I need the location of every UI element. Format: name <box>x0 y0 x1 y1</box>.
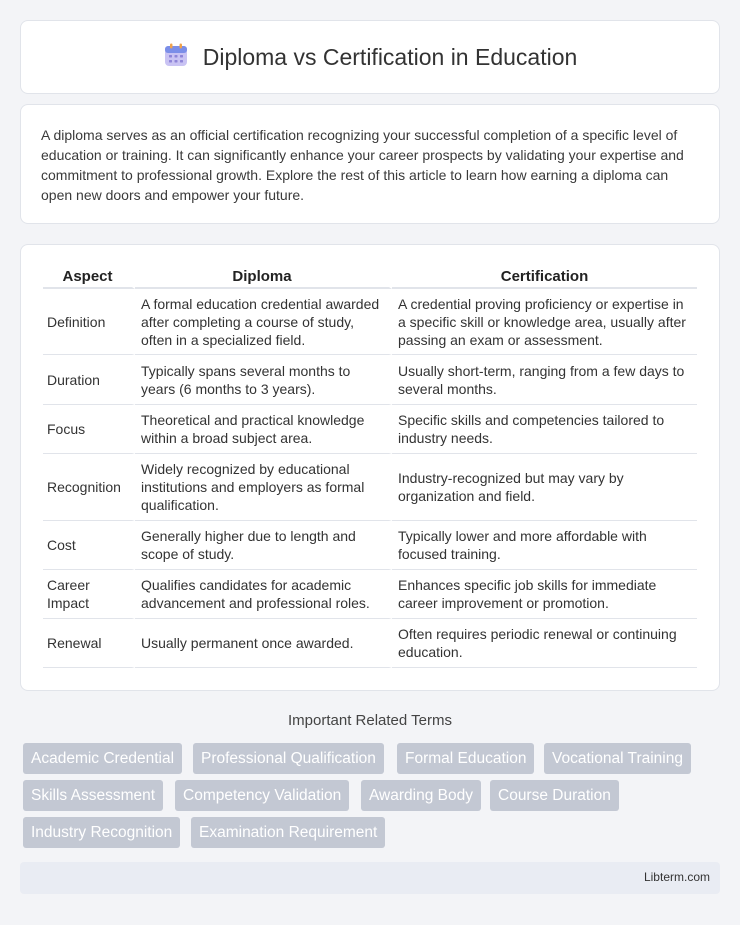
page-title: Diploma vs Certification in Education <box>202 43 578 70</box>
intro-text: A diploma serves as an official certification recognizing your successful completion of a specific level of education or training. It can significantly enhance your career prospects by validating your expertise and commitment to professional growth. Explore the rest of this article to learn how earning a diploma can open new doors and empower your future. <box>41 127 684 203</box>
footer <box>20 862 720 894</box>
tag-awarding-body[interactable]: Awarding Body <box>361 780 481 811</box>
tag-competency-validation[interactable]: Competency Validation <box>175 780 349 811</box>
header-certification: Certification <box>392 267 697 289</box>
row-certification: Specific skills and competencies tailored to industry needs. <box>392 405 697 454</box>
header-diploma: Diploma <box>135 267 392 289</box>
row-certification: Enhances specific job skills for immediate career improvement or promotion. <box>392 570 697 619</box>
row-certification: Often requires periodic renewal or continuing education. <box>392 619 697 668</box>
comparison-table <box>43 267 697 668</box>
related-terms-title: Important Related Terms <box>288 712 452 729</box>
row-diploma: A formal education credential awarded after completing a course of study, often in a specialized field. <box>135 289 392 355</box>
table-row <box>43 405 697 454</box>
row-certification: A credential proving proficiency or expertise in a specific skill or knowledge area, usually after passing an exam or assessment. <box>392 289 697 355</box>
row-aspect: Recognition <box>43 454 135 521</box>
row-certification: Usually short-term, ranging from a few days to several months. <box>392 355 697 405</box>
row-aspect: Renewal <box>43 619 135 668</box>
table-row <box>43 289 697 355</box>
tag-industry-recognition[interactable]: Industry Recognition <box>23 817 180 848</box>
row-aspect: Focus <box>43 405 135 454</box>
table-row <box>43 454 697 521</box>
calendar-icon <box>163 42 189 73</box>
table-row <box>43 521 697 570</box>
table-header-row <box>43 267 697 289</box>
row-aspect: Career Impact <box>43 570 135 619</box>
tag-examination-requirement[interactable]: Examination Requirement <box>191 817 385 848</box>
row-diploma: Theoretical and practical knowledge within a broad subject area. <box>135 405 392 454</box>
row-diploma: Qualifies candidates for academic advancement and professional roles. <box>135 570 392 619</box>
footer-site-link[interactable]: Libterm.com <box>643 870 710 884</box>
intro-card <box>20 104 720 224</box>
table-row <box>43 570 697 619</box>
table-row <box>43 619 697 668</box>
row-diploma: Generally higher due to length and scope of study. <box>135 521 392 570</box>
tag-vocational-training[interactable]: Vocational Training <box>544 743 691 774</box>
tag-professional-qualification[interactable]: Professional Qualification <box>193 743 384 774</box>
tag-course-duration[interactable]: Course Duration <box>490 780 619 811</box>
row-certification: Industry-recognized but may vary by organization and field. <box>392 454 697 521</box>
row-aspect: Duration <box>43 355 135 405</box>
row-certification: Typically lower and more affordable with focused training. <box>392 521 697 570</box>
row-aspect: Cost <box>43 521 135 570</box>
row-diploma: Typically spans several months to years (6 months to 3 years). <box>135 355 392 405</box>
row-diploma: Widely recognized by educational institutions and employers as formal qualification. <box>135 454 392 521</box>
comparison-card <box>20 244 720 691</box>
tag-skills-assessment[interactable]: Skills Assessment <box>23 780 163 811</box>
header-aspect: Aspect <box>43 267 135 289</box>
row-aspect: Definition <box>43 289 135 355</box>
tag-formal-education[interactable]: Formal Education <box>397 743 534 774</box>
row-diploma: Usually permanent once awarded. <box>135 619 392 668</box>
header-card <box>20 20 720 94</box>
tag-academic-credential[interactable]: Academic Credential <box>23 743 182 774</box>
table-row <box>43 355 697 405</box>
